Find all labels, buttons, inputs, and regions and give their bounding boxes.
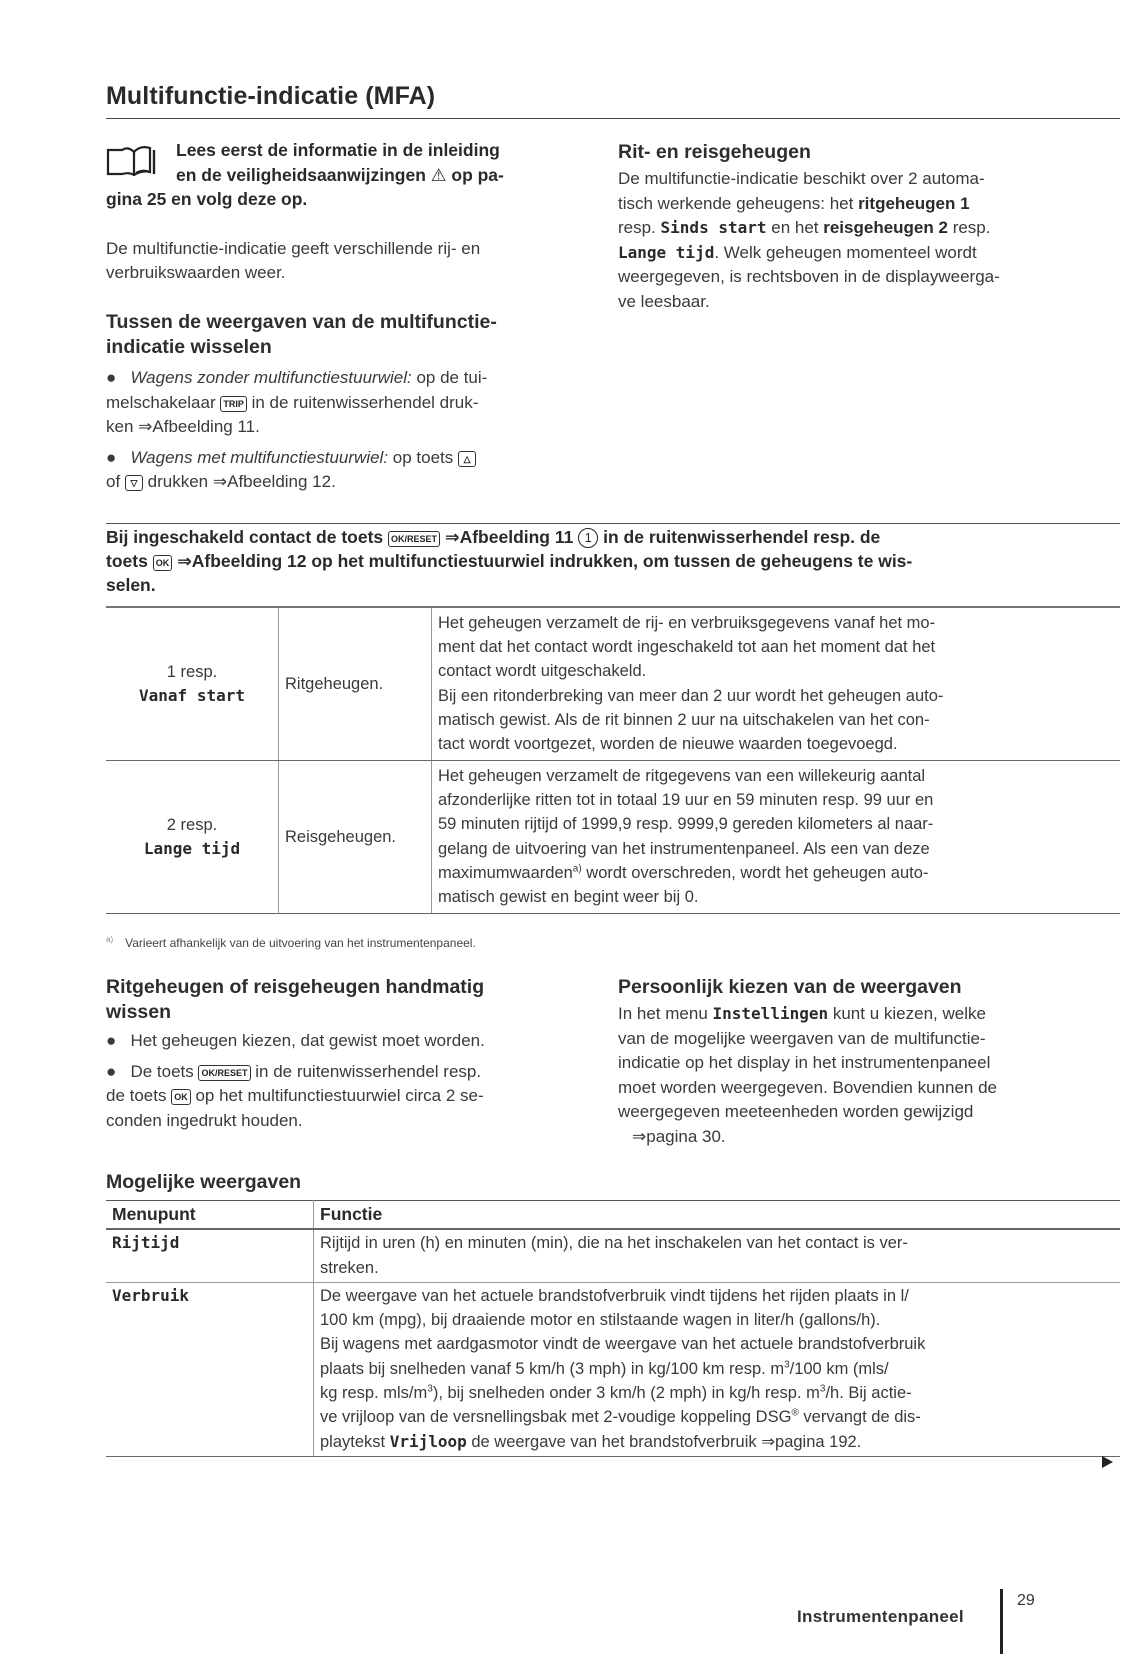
bullet-icon: ● bbox=[106, 368, 131, 387]
memory-id-cell bbox=[106, 607, 279, 761]
memory-number: 2 resp. bbox=[166, 815, 218, 834]
heading-line: Tussen de weergaven van de multifunctie- bbox=[106, 311, 497, 333]
desc-line: afzonderlijke ritten tot in totaal 19 uur en 59 minuten resp. 99 uur en bbox=[438, 790, 934, 809]
memory-name-cell: Ritgeheugen. bbox=[279, 607, 432, 761]
page-reference[interactable]: ⇒pagina 30. bbox=[632, 1126, 726, 1146]
bullet-text: ken bbox=[106, 417, 134, 436]
registered-mark: ® bbox=[791, 1407, 799, 1419]
notice-line: en de veiligheidsaanwijzingen bbox=[176, 164, 426, 185]
superscript: 3 bbox=[819, 1383, 826, 1395]
memory-id-cell bbox=[106, 761, 279, 914]
intro-paragraph bbox=[106, 237, 576, 286]
figure-reference[interactable]: ⇒Afbeelding 12. bbox=[212, 472, 336, 491]
page-number: 29 bbox=[1017, 1592, 1035, 1609]
desc-line: 59 minuten rijtijd of 1999,9 resp. 9999,9 gereden kilometers al naar- bbox=[438, 815, 934, 834]
desc-line: 100 km (mpg), bij draaiende motor en stilstaande wagen in liter/h (gallons/h). bbox=[320, 1311, 881, 1330]
callout-text: selen. bbox=[106, 575, 156, 595]
section-heading: Mogelijke weergaven bbox=[106, 1171, 302, 1193]
paragraph-line: . Welk geheugen momenteel wordt bbox=[714, 242, 977, 262]
bullet-item bbox=[106, 366, 576, 440]
bullet-text: of bbox=[106, 472, 121, 491]
desc-line: de weergave van het brandstofverbruik ⇒pagina 192. bbox=[466, 1432, 862, 1451]
continue-arrow-icon bbox=[1102, 1456, 1113, 1468]
callout-rule bbox=[106, 523, 1120, 524]
bullet-text: in de ruitenwisserhendel resp. bbox=[255, 1061, 482, 1081]
desc-line: De weergave van het actuele brandstofverbruik vindt tijdens het rijden plaats in l/ bbox=[320, 1286, 909, 1305]
bullet-text: conden ingedrukt houden. bbox=[106, 1110, 303, 1130]
bullet-text: in de ruitenwisserhendel druk- bbox=[251, 392, 479, 412]
notice-line: op pa- bbox=[451, 164, 504, 185]
down-key-icon: ▽ bbox=[125, 475, 143, 491]
display-text: Sinds start bbox=[660, 218, 767, 237]
memory-desc-cell bbox=[432, 761, 1121, 914]
bullet-item bbox=[106, 1060, 586, 1134]
desc-line: contact wordt uitgeschakeld. bbox=[438, 662, 647, 681]
paragraph-line: verbruikswaarden weer. bbox=[106, 263, 286, 282]
bullet-text: drukken bbox=[147, 472, 209, 491]
intro-notice bbox=[106, 138, 576, 286]
desc-line: tact wordt voortgezet, worden de nieuwe waarden toegevoegd. bbox=[438, 735, 898, 754]
callout-number-icon: 1 bbox=[578, 528, 598, 548]
superscript: 3 bbox=[427, 1383, 433, 1395]
table-row bbox=[106, 1229, 1120, 1282]
heading-line: indicatie wisselen bbox=[106, 336, 272, 358]
display-text: Lange tijd bbox=[618, 242, 715, 262]
figure-reference[interactable]: ⇒Afbeelding 11 bbox=[444, 527, 574, 547]
paragraph-line: tisch werkende geheugens: het bbox=[618, 193, 854, 213]
callout-text: Bij ingeschakeld contact de toets bbox=[106, 527, 384, 547]
desc-line: maximumwaarden bbox=[438, 863, 573, 882]
personal-section bbox=[618, 975, 1118, 1149]
function-cell bbox=[314, 1229, 1121, 1282]
ok-key-icon: OK bbox=[171, 1089, 191, 1105]
table-row bbox=[106, 761, 1120, 914]
heading-line: Ritgeheugen of reisgeheugen handmatig bbox=[106, 976, 485, 998]
desc-line: Bij een ritonderbreking van meer dan 2 uur wordt het geheugen auto- bbox=[438, 686, 944, 705]
memory-desc-cell bbox=[432, 607, 1121, 761]
paragraph-line: ve leesbaar. bbox=[618, 291, 710, 311]
bold-term: ritgeheugen 1 bbox=[858, 193, 970, 213]
function-cell bbox=[314, 1282, 1121, 1456]
memory-number: 1 resp. bbox=[166, 662, 218, 681]
up-key-icon: △ bbox=[458, 451, 476, 467]
memory-name-cell: Reisgeheugen. bbox=[279, 761, 432, 914]
section-heading: Rit- en reisgeheugen bbox=[618, 141, 811, 163]
desc-line: ve vrijloop van de versnellingsbak met 2-voudige koppeling DSG bbox=[320, 1408, 792, 1427]
superscript: 3 bbox=[784, 1359, 790, 1371]
paragraph-line: weergegeven, is rechtsboven in de displayweerga- bbox=[618, 267, 1000, 286]
menu-name: Instellingen bbox=[712, 1004, 829, 1023]
notice-line: gina 25 en volg deze op. bbox=[106, 189, 308, 209]
reset-section bbox=[106, 975, 586, 1133]
bullet-item bbox=[106, 1029, 586, 1054]
menu-item-cell bbox=[106, 1282, 314, 1456]
notice-line: Lees eerst de informatie in de inleiding bbox=[176, 140, 500, 160]
figure-reference[interactable]: ⇒Afbeelding 11. bbox=[138, 417, 260, 436]
desc-line: Het geheugen verzamelt de rij- en verbruiksgegevens vanaf het mo- bbox=[438, 613, 936, 632]
table-header-row bbox=[106, 1201, 1120, 1230]
views-table bbox=[106, 1200, 1120, 1457]
bullet-item bbox=[106, 446, 576, 495]
section-heading bbox=[106, 975, 586, 1025]
ok-key-icon: OK bbox=[153, 555, 173, 571]
bullet-icon: ● bbox=[106, 1061, 131, 1081]
footnote-marker[interactable]: a) bbox=[572, 863, 582, 875]
bullet-text: op het multifunctiestuurwiel circa 2 se- bbox=[195, 1086, 484, 1105]
paragraph-line: In het menu bbox=[618, 1004, 708, 1023]
callout-text: in de ruitenwisserhendel resp. de bbox=[603, 527, 881, 547]
bold-term: reisgeheugen 2 bbox=[823, 218, 948, 237]
desc-line: Rijtijd in uren (h) en minuten (min), die na het inschakelen van het contact is ver- bbox=[320, 1234, 908, 1253]
desc-line: Bij wagens met aardgasmotor vindt de weergave van het actuele brandstofverbruik bbox=[320, 1335, 926, 1354]
desc-line: /h. Bij actie- bbox=[825, 1384, 912, 1403]
menu-item-name: Rijtijd bbox=[112, 1233, 180, 1253]
paragraph-line: resp. bbox=[952, 218, 991, 237]
ok-reset-key-icon: OK/RESET bbox=[388, 531, 440, 547]
section-heading bbox=[106, 310, 576, 360]
section-label: Instrumentenpaneel bbox=[797, 1607, 964, 1626]
switch-section bbox=[106, 310, 576, 495]
footer-divider bbox=[1000, 1589, 1003, 1654]
section-heading: Persoonlijk kiezen van de weergaven bbox=[618, 976, 962, 998]
ok-reset-key-icon: OK/RESET bbox=[198, 1065, 250, 1081]
footnote-mark: a) bbox=[106, 935, 114, 944]
desc-line: ), bij snelheden onder 3 km/h (2 mph) in kg/h resp. m bbox=[432, 1384, 820, 1403]
desc-line: plaats bij snelheden vanaf 5 km/h (3 mph) in kg/100 km resp. m bbox=[320, 1359, 785, 1378]
table-footnote bbox=[106, 935, 476, 950]
table-row bbox=[106, 607, 1120, 761]
bullet-text: De toets bbox=[130, 1061, 194, 1081]
column-header-function: Functie bbox=[314, 1201, 1121, 1230]
italic-label: Wagens zonder multifunctiestuurwiel: bbox=[130, 368, 412, 387]
desc-line: matisch gewist en begint weer bij 0. bbox=[438, 888, 699, 907]
memory-section bbox=[618, 140, 1118, 314]
paragraph-line: van de mogelijke weergaven van de multifunctie- bbox=[618, 1028, 986, 1048]
title-rule bbox=[106, 118, 1120, 119]
desc-line: matisch gewist. Als de rit binnen 2 uur na uitschakelen van het con- bbox=[438, 710, 930, 729]
desc-line: wordt overschreden, wordt het geheugen auto- bbox=[581, 863, 929, 882]
heading-line: wissen bbox=[106, 1001, 172, 1023]
paragraph-line: en het bbox=[771, 218, 819, 237]
paragraph-line: De multifunctie-indicatie beschikt over 2 automa- bbox=[618, 169, 985, 188]
desc-line: ment dat het contact wordt ingeschakeld tot aan het moment dat het bbox=[438, 637, 936, 656]
desc-line: streken. bbox=[320, 1258, 379, 1277]
footnote-text: Varieert afhankelijk van de uitvoering van het instrumentenpaneel. bbox=[125, 936, 476, 950]
callout-box bbox=[106, 525, 1120, 597]
bullet-text: melschakelaar bbox=[106, 392, 216, 412]
desc-line: /100 km (mls/ bbox=[789, 1359, 889, 1378]
paragraph-line: indicatie op het display in het instrumentenpaneel bbox=[618, 1053, 991, 1072]
bullet-text: op de tui- bbox=[416, 368, 488, 387]
page-title: Multifunctie-indicatie (MFA) bbox=[106, 82, 436, 110]
italic-label: Wagens met multifunctiestuurwiel: bbox=[130, 447, 389, 467]
menu-item-cell bbox=[106, 1229, 314, 1282]
open-book-icon bbox=[106, 142, 166, 176]
warning-triangle-icon: ⚠ bbox=[430, 164, 447, 185]
desc-line: gelang de uitvoering van het instrumentenpaneel. Als een van deze bbox=[438, 839, 930, 858]
desc-line: kg resp. mls/m bbox=[320, 1384, 428, 1403]
paragraph-line: De multifunctie-indicatie geeft verschillende rij- en bbox=[106, 238, 481, 258]
display-text: Lange tijd bbox=[143, 839, 241, 858]
desc-line: playtekst bbox=[320, 1432, 390, 1451]
memory-table bbox=[106, 606, 1120, 914]
desc-line: vervangt de dis- bbox=[798, 1408, 921, 1427]
paragraph-line: moet worden weergegeven. Bovendien kunnen de bbox=[618, 1077, 997, 1097]
trip-key-icon: TRIP bbox=[220, 396, 247, 412]
paragraph-line: weergegeven meeteenheden worden gewijzigd bbox=[618, 1102, 974, 1121]
callout-text: toets bbox=[106, 551, 148, 571]
menu-item-name: Verbruik bbox=[112, 1285, 190, 1305]
paragraph-line: resp. bbox=[618, 218, 656, 237]
bullet-icon: ● bbox=[106, 447, 131, 467]
bullet-icon: ● bbox=[106, 1031, 131, 1050]
desc-line: Het geheugen verzamelt de ritgegevens van een willekeurig aantal bbox=[438, 766, 926, 785]
bullet-text: de toets bbox=[106, 1086, 167, 1105]
table-row bbox=[106, 1282, 1120, 1456]
display-text: Vrijloop bbox=[389, 1431, 467, 1451]
paragraph-line: kunt u kiezen, welke bbox=[832, 1004, 986, 1023]
callout-text: ⇒Afbeelding 12 op het multifunctiestuurwiel indrukken, om tussen de geheugens te wis- bbox=[177, 551, 913, 571]
bullet-text: Het geheugen kiezen, dat gewist moet worden. bbox=[130, 1031, 485, 1050]
bullet-text: op toets bbox=[392, 447, 454, 467]
display-text: Vanaf start bbox=[139, 686, 245, 705]
column-header-menu: Menupunt bbox=[106, 1201, 314, 1230]
